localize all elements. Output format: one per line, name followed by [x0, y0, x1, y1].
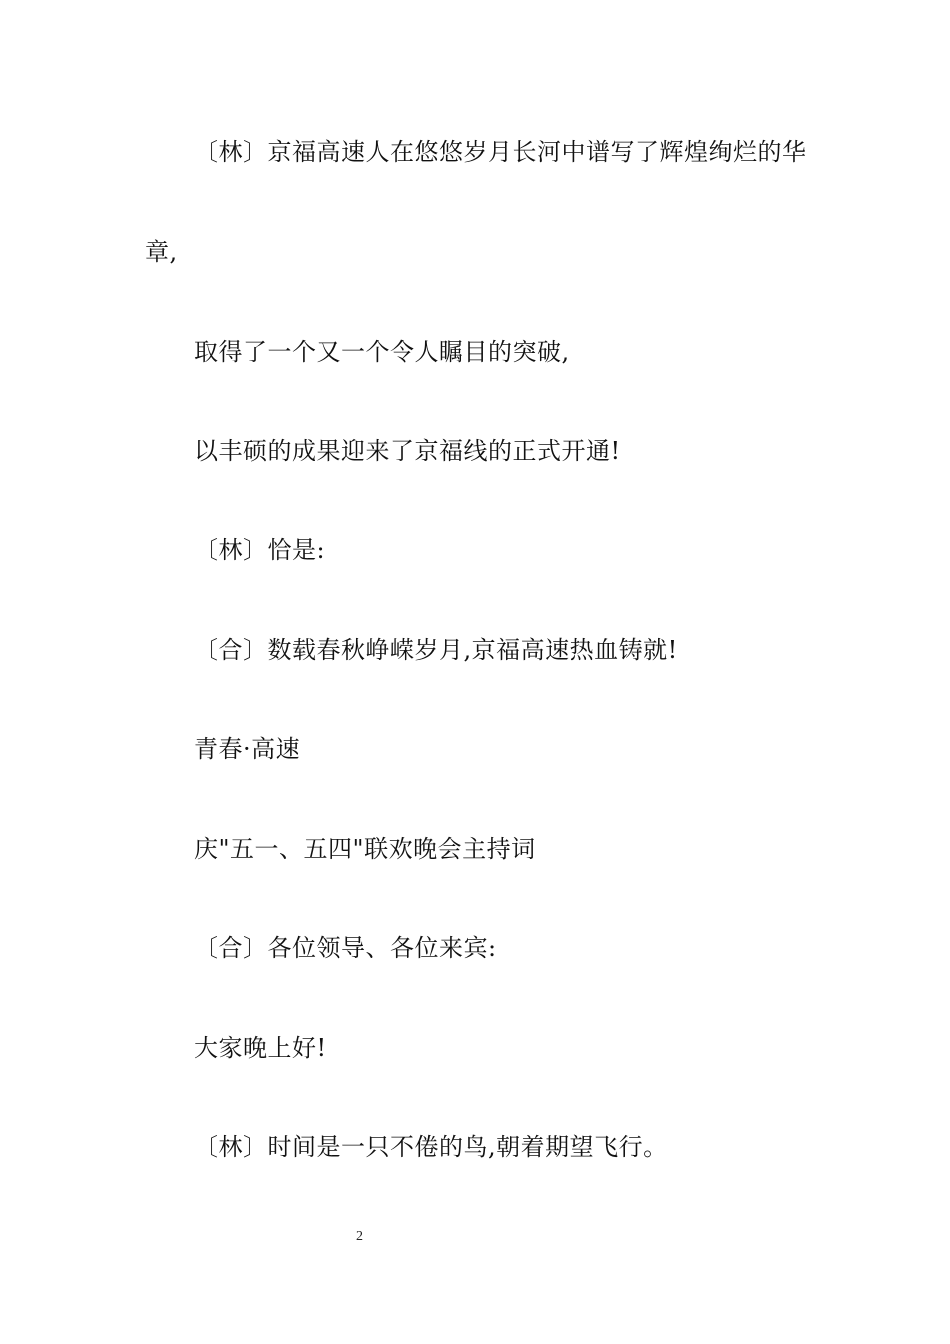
page-number: 2	[356, 1229, 363, 1244]
document-subtitle: 庆"五一、五四"联欢晚会主持词	[194, 835, 536, 863]
section-title: 青春·高速	[194, 735, 301, 763]
paragraph-line-6: 〔合〕数载春秋峥嵘岁月,京福高速热血铸就!	[194, 636, 678, 664]
paragraph-line-1: 〔林〕京福高速人在悠悠岁月长河中谱写了辉煌绚烂的华	[194, 138, 807, 166]
paragraph-line-4: 以丰硕的成果迎来了京福线的正式开通!	[194, 437, 621, 465]
paragraph-line-10: 大家晚上好!	[194, 1034, 327, 1062]
paragraph-line-11: 〔林〕时间是一只不倦的鸟,朝着期望飞行。	[194, 1133, 668, 1161]
paragraph-line-3: 取得了一个又一个令人瞩目的突破,	[194, 338, 570, 366]
paragraph-line-9: 〔合〕各位领导、各位来宾:	[194, 934, 497, 962]
paragraph-line-2: 章,	[145, 238, 178, 266]
paragraph-line-5: 〔林〕恰是:	[194, 536, 326, 564]
